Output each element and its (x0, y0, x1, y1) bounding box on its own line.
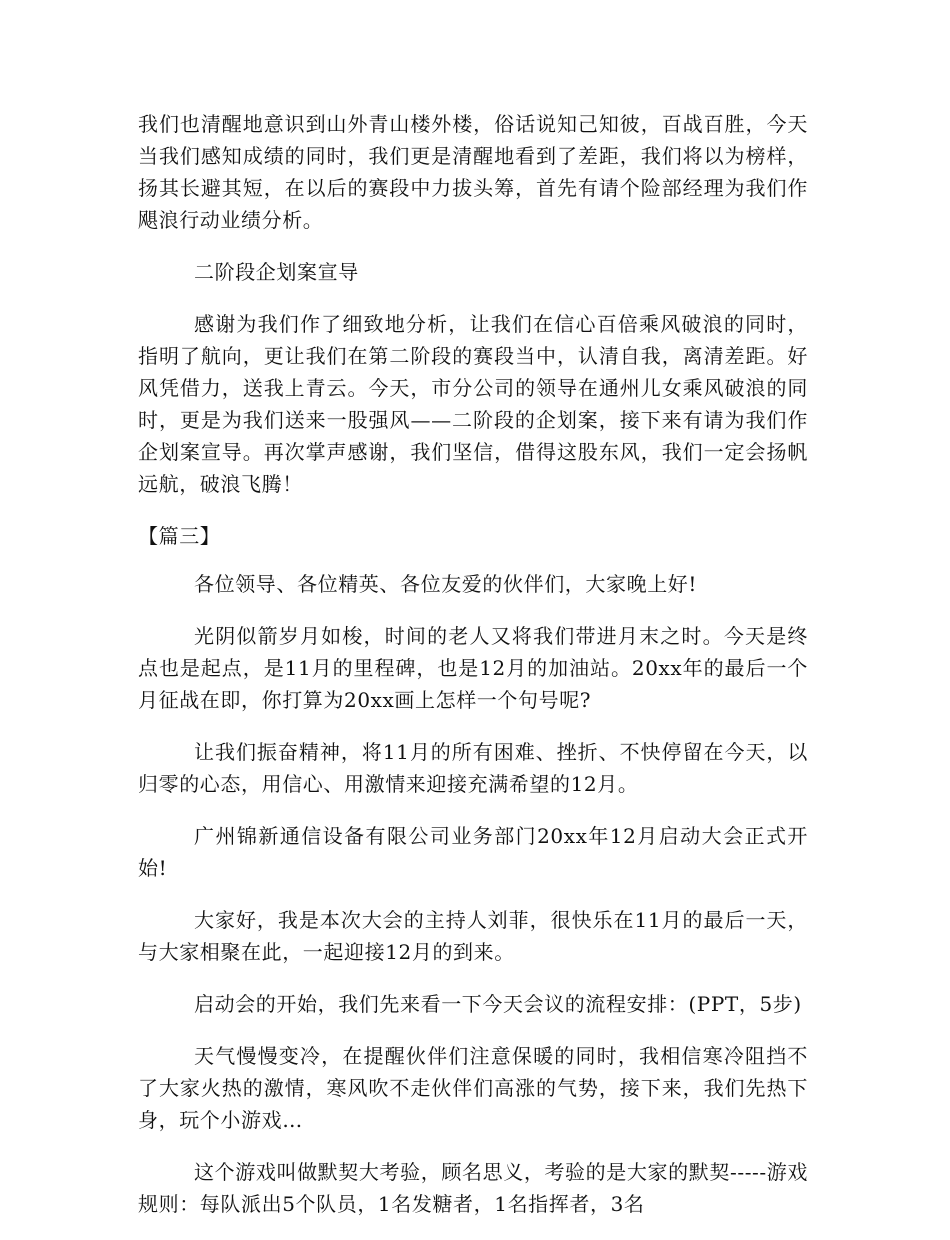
section-paragraph-8: 这个游戏叫做默契大考验，顾名思义，考验的是大家的默契-----游戏规则：每队派出5个队员，1名发糖者，1名指挥者，3名 (138, 1160, 808, 1216)
section-paragraph-3: 让我们振奋精神，将11月的所有困难、挫折、不快停留在今天，以归零的心态，用信心、用激情来迎接充满希望的12月。 (138, 740, 808, 796)
paragraph-2-subtitle: 二阶段企划案宣导 (194, 260, 359, 284)
section-paragraph-7: 天气慢慢变冷，在提醒伙伴们注意保暖的同时，我相信寒冷阻挡不了大家火热的激情，寒风吹不走伙伴们高涨的气势，接下来，我们先热下身，玩个小游戏… (138, 1044, 808, 1132)
section-paragraph-4: 广州锦新通信设备有限公司业务部门20xx年12月启动大会正式开始! (138, 824, 808, 880)
section-paragraph-1: 各位领导、各位精英、各位友爱的伙伴们，大家晚上好! (194, 572, 698, 596)
paragraph-1: 我们也清醒地意识到山外青山楼外楼，俗话说知己知彼，百战百胜，今天当我们感知成绩的同时，我们更是清醒地看到了差距，我们将以为榜样，扬其长避其短，在以后的赛段中力拔头筹，首先有请个险部经理为我们作飓浪行动业绩分析。 (138, 112, 808, 232)
section-paragraph-5: 大家好，我是本次大会的主持人刘菲，很快乐在11月的最后一天，与大家相聚在此，一起迎接12月的到来。 (138, 908, 808, 964)
section-heading: 【篇三】 (138, 524, 221, 548)
section-paragraph-6: 启动会的开始，我们先来看一下今天会议的流程安排：(PPT，5步) (194, 992, 802, 1016)
document-page (138, 108, 808, 1240)
section-paragraph-2: 光阴似箭岁月如梭，时间的老人又将我们带进月末之时。今天是终点也是起点，是11月的里程碑，也是12月的加油站。20xx年的最后一个月征战在即，你打算为20xx画上怎样一个句号呢? (138, 624, 808, 712)
paragraph-3: 感谢为我们作了细致地分析，让我们在信心百倍乘风破浪的同时，指明了航向，更让我们在第二阶段的赛段当中，认清自我，离清差距。好风凭借力，送我上青云。今天，市分公司的领导在通州儿女乘风破浪的同时，更是为我们送来一股强风——二阶段的企划案，接下来有请为我们作企划案宣导。再次掌声感谢，我们坚信，借得这股东风，我们一定会扬帆远航，破浪飞腾！ (138, 312, 808, 496)
